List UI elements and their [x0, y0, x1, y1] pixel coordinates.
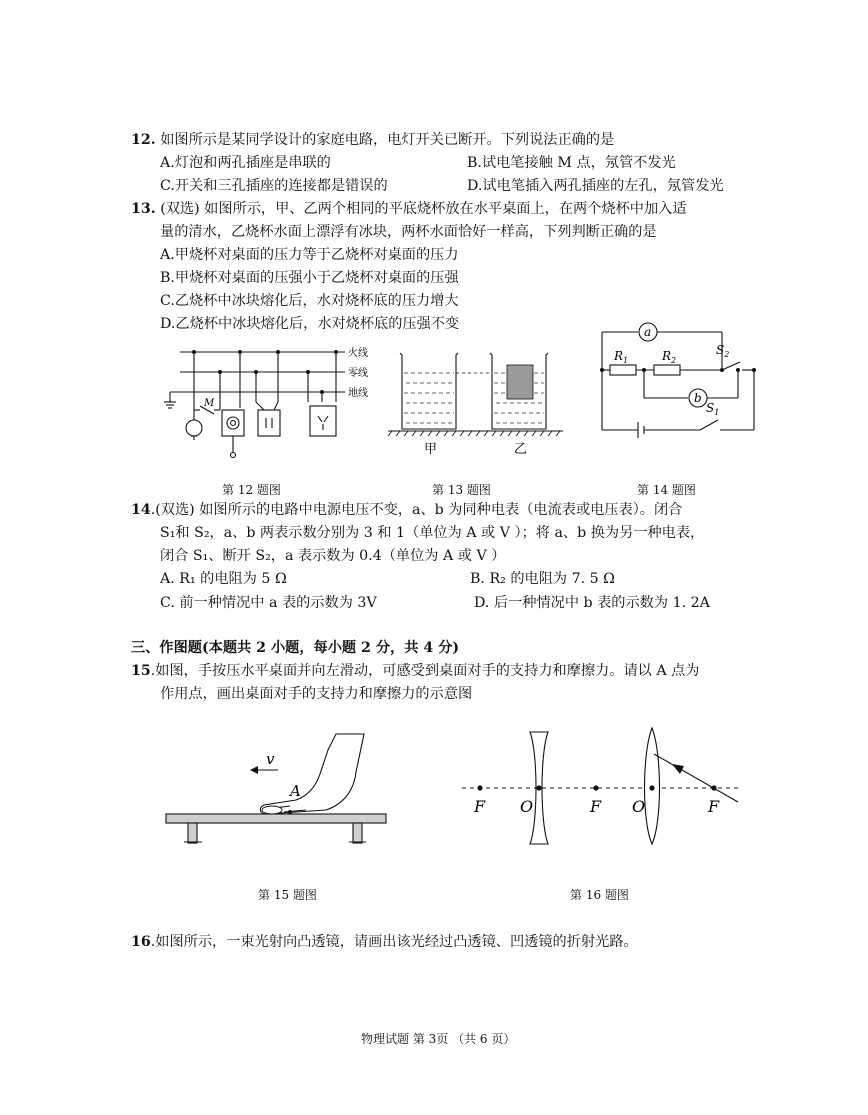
- fig13-ice-block: [507, 365, 533, 399]
- q14-option-a: A. R₁ 的电阻为 5 Ω: [160, 571, 287, 587]
- q15-number: 15: [131, 663, 151, 679]
- q14-option-c: C. 前一种情况中 a 表的示数为 3V: [160, 595, 377, 611]
- fig14-r1-label: $R_1$: [614, 349, 629, 365]
- q14-stem1: .(双选) 如图所示的电路中电源电压不变，a、b 为同种电表（电流表或电压表）。闭合: [150, 502, 683, 518]
- q15-stem1: .如图，手按压水平桌面并向左滑动，可感受到桌面对手的支持力和摩擦力。请以 A 点为: [150, 663, 700, 679]
- q13-option-b: B.甲烧杯对桌面的压强小于乙烧杯对桌面的压强: [160, 270, 459, 286]
- q12-option-d: D.试电笔插入两孔插座的左孔，氖管发光: [467, 178, 724, 194]
- section3-title: 三、作图题(本题共 2 小题，每小题 2 分，共 4 分): [131, 640, 460, 656]
- fig14-meter-b-label: b: [694, 391, 702, 405]
- q12-option-b: B.试电笔接触 M 点，氖管不发光: [467, 155, 676, 171]
- fig16-caption: 第 16 题图: [570, 888, 629, 902]
- fig13-beakers: [388, 345, 568, 465]
- fig13-jia-label: 甲: [424, 442, 438, 457]
- fig14-s2-label: $S_2$: [716, 343, 730, 359]
- q16-stem: .如图所示，一束光射向凸透镜，请画出该光经过凸透镜、凹透镜的折射光路。: [150, 934, 638, 950]
- page-footer: 物理试题 第 3页 （共 6 页）: [361, 1032, 516, 1046]
- q13-option-a: A.甲烧杯对桌面的压力等于乙烧杯对桌面的压力: [160, 247, 459, 263]
- fig14-s1-label: $S_1$: [706, 401, 720, 417]
- q14-stem-line3: 闭合 S₁、断开 S₂，a 表示数为 0.4（单位为 A 或 V ）: [160, 548, 506, 564]
- fig14-caption: 第 14 题图: [637, 483, 696, 497]
- q14-option-b: B. R₂ 的电阻为 7. 5 Ω: [470, 571, 615, 587]
- q12-stem-line: [131, 130, 614, 150]
- q12-option-a: A.灯泡和两孔插座是串联的: [160, 155, 331, 171]
- fig15-a-label: A: [290, 782, 301, 800]
- fig12-fire-label: 火线: [348, 348, 368, 359]
- fig16-f-right: F: [708, 797, 720, 816]
- q14-number: 14: [131, 502, 151, 518]
- q14-stem-line2: S₁和 S₂，a、b 两表示数分别为 3 和 1（单位为 A 或 V ）；将 a、b 换为另一种电表，: [160, 525, 705, 541]
- fig15-v-label: v: [266, 750, 275, 768]
- q13-number: 13.: [131, 201, 156, 217]
- fig15-hand-table: [166, 730, 392, 845]
- q16-number: 16: [131, 934, 151, 950]
- q15-stem-line1: [131, 661, 699, 681]
- fig12-neutral-label: 零线: [348, 368, 368, 379]
- q13-stem1: (双选) 如图所示，甲、乙两个相同的平底烧杯放在水平桌面上，在两个烧杯中加入适: [160, 201, 687, 217]
- q12-option-c: C.开关和三孔插座的连接都是错误的: [160, 178, 388, 194]
- fig15-caption: 第 15 题图: [258, 888, 317, 902]
- fig13-caption: 第 13 题图: [432, 483, 491, 497]
- fig12-m-label: M: [204, 398, 215, 409]
- q13-option-c: C.乙烧杯中冰块熔化后，水对烧杯底的压力增大: [160, 293, 459, 309]
- fig14-r2-label: $R_2$: [662, 349, 677, 365]
- fig14-meter-a-label: a: [644, 325, 652, 339]
- fig16-o-left: O: [520, 797, 534, 816]
- q13-stem-line1: [131, 199, 687, 219]
- fig12-household-circuit: [160, 340, 390, 470]
- fig16-o-right: O: [632, 797, 646, 816]
- q15-stem-line2: 作用点，画出桌面对手的支持力和摩擦力的示意图: [160, 686, 473, 702]
- fig13-yi-label: 乙: [514, 442, 528, 457]
- fig14-circuit: [594, 318, 766, 446]
- fig12-ground-label: 地线: [348, 388, 368, 399]
- fig16-f-mid: F: [590, 797, 602, 816]
- fig12-caption: 第 12 题图: [222, 483, 281, 497]
- q14-stem-line1: [131, 500, 682, 520]
- fig16-f-left: F: [474, 797, 486, 816]
- fig15-hand: [260, 734, 364, 814]
- q13-stem-line2: 量的清水，乙烧杯水面上漂浮有冰块，两杯水面恰好一样高，下列判断正确的是: [160, 224, 657, 240]
- fig16-lenses: [462, 724, 742, 844]
- q13-option-d: D.乙烧杯中冰块熔化后，水对烧杯底的压强不变: [160, 316, 460, 332]
- q12-number: 12.: [131, 132, 156, 148]
- q14-option-d: D. 后一种情况中 b 表的示数为 1. 2A: [474, 595, 710, 611]
- q12-stem: 如图所示是某同学设计的家庭电路，电灯开关已断开。下列说法正确的是: [160, 132, 615, 148]
- q16-stem-line: [131, 932, 638, 952]
